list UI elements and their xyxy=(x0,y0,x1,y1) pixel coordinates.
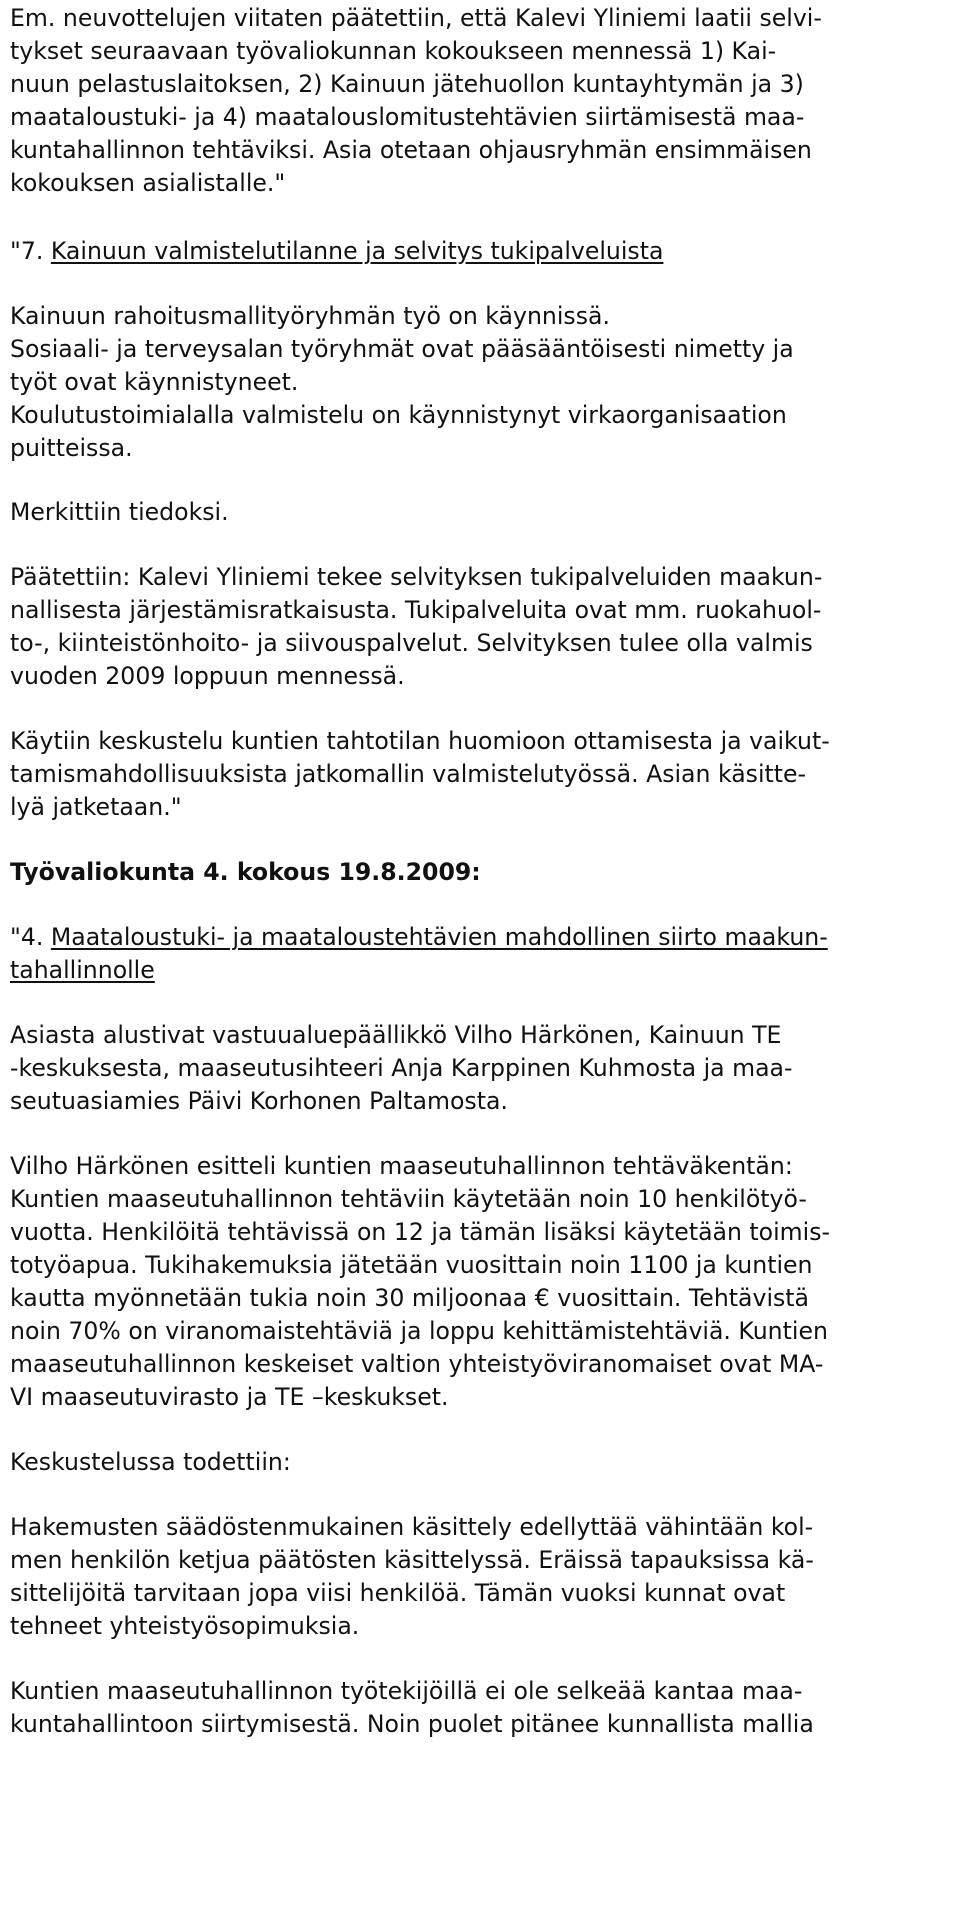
text-line: lyä jatketaan." xyxy=(10,793,182,821)
text-line: VI maaseutuvirasto ja TE –keskukset. xyxy=(10,1383,449,1411)
text-line: to-, kiinteistönhoito- ja siivouspalvelut. Selvityksen tulee olla valmis xyxy=(10,629,813,657)
text-line: sittelijöitä tarvitaan jopa viisi henkilöä. Tämän vuoksi kunnat ovat xyxy=(10,1579,786,1607)
text-line: vuoden 2009 loppuun mennessä. xyxy=(10,662,405,690)
text-line: Kainuun rahoitusmallityöryhmän työ on käynnissä. xyxy=(10,302,610,330)
text-line: Em. neuvottelujen viitaten päätettiin, että Kalevi Yliniemi laatii selvi- xyxy=(10,4,822,32)
text-line: nuun pelastuslaitoksen, 2) Kainuun jätehuollon kuntayhtymän ja 3) xyxy=(10,70,804,98)
text-line: Asiasta alustivat vastuualuepäällikkö Vilho Härkönen, Kainuun TE xyxy=(10,1021,782,1049)
text-line: kuntahallinnon tehtäviksi. Asia otetaan ohjausryhmän ensimmäisen xyxy=(10,136,812,164)
text-line: Vilho Härkönen esitteli kuntien maaseutuhallinnon tehtäväkentän: xyxy=(10,1152,793,1180)
text-line: puitteissa. xyxy=(10,434,133,462)
text-line: seutuasiamies Päivi Korhonen Paltamosta. xyxy=(10,1087,508,1115)
text-line: noin 70% on viranomaistehtäviä ja loppu kehittämistehtäviä. Kuntien xyxy=(10,1317,828,1345)
section-heading-7 xyxy=(10,236,663,266)
heading-title-continued: tahallinnolle xyxy=(10,956,155,984)
text-line: tehneet yhteistyösopimuksia. xyxy=(10,1612,360,1640)
section-heading-4 xyxy=(10,922,828,952)
heading-title: Kainuun valmistelutilanne ja selvitys tukipalveluista xyxy=(50,237,664,265)
text-line: totyöapua. Tukihakemuksia jätetään vuosittain noin 1100 ja kuntien xyxy=(10,1251,813,1279)
text-line: vuotta. Henkilöitä tehtävissä on 12 ja tämän lisäksi käytetään toimis- xyxy=(10,1218,831,1246)
text-line: maataloustuki- ja 4) maatalouslomitustehtävien siirtämisestä maa- xyxy=(10,103,805,131)
text-line: työt ovat käynnistyneet. xyxy=(10,368,299,396)
meeting-heading: Työvaliokunta 4. kokous 19.8.2009: xyxy=(10,858,481,886)
text-line: Koulutustoimialalla valmistelu on käynnistynyt virkaorganisaation xyxy=(10,401,787,429)
heading-title: Maataloustuki- ja maataloustehtävien mahdollinen siirto maakun- xyxy=(50,923,828,951)
text-line: nallisesta järjestämisratkaisusta. Tukipalveluita ovat mm. ruokahuol- xyxy=(10,596,822,624)
text-line: tamismahdollisuuksista jatkomallin valmistelutyössä. Asian käsitte- xyxy=(10,760,807,788)
text-line: kuntahallintoon siirtymisestä. Noin puolet pitänee kunnallista mallia xyxy=(10,1710,814,1738)
text-line: Merkittiin tiedoksi. xyxy=(10,498,229,526)
text-line: maaseutuhallinnon keskeiset valtion yhteistyöviranomaiset ovat MA- xyxy=(10,1350,824,1378)
text-line: Kuntien maaseutuhallinnon työtekijöillä ei ole selkeää kantaa maa- xyxy=(10,1677,803,1705)
text-line: men henkilön ketjua päätösten käsittelyssä. Eräissä tapauksissa kä- xyxy=(10,1546,814,1574)
heading-number: "7. xyxy=(10,237,44,265)
text-line: Käytiin keskustelu kuntien tahtotilan huomioon ottamisesta ja vaikut- xyxy=(10,727,830,755)
text-line: kokouksen asialistalle." xyxy=(10,169,286,197)
text-line: -keskuksesta, maaseutusihteeri Anja Karppinen Kuhmosta ja maa- xyxy=(10,1054,793,1082)
text-line: tykset seuraavaan työvaliokunnan kokoukseen mennessä 1) Kai- xyxy=(10,37,777,65)
text-line: Keskustelussa todettiin: xyxy=(10,1448,291,1476)
text-line: Sosiaali- ja terveysalan työryhmät ovat pääsääntöisesti nimetty ja xyxy=(10,335,794,363)
text-line: kautta myönnetään tukia noin 30 miljoonaa € vuosittain. Tehtävistä xyxy=(10,1284,810,1312)
text-line: Kuntien maaseutuhallinnon tehtäviin käytetään noin 10 henkilötyö- xyxy=(10,1185,807,1213)
text-line: Hakemusten säädöstenmukainen käsittely edellyttää vähintään kol- xyxy=(10,1513,814,1541)
heading-number: "4. xyxy=(10,923,44,951)
text-line: Päätettiin: Kalevi Yliniemi tekee selvityksen tukipalveluiden maakun- xyxy=(10,563,823,591)
